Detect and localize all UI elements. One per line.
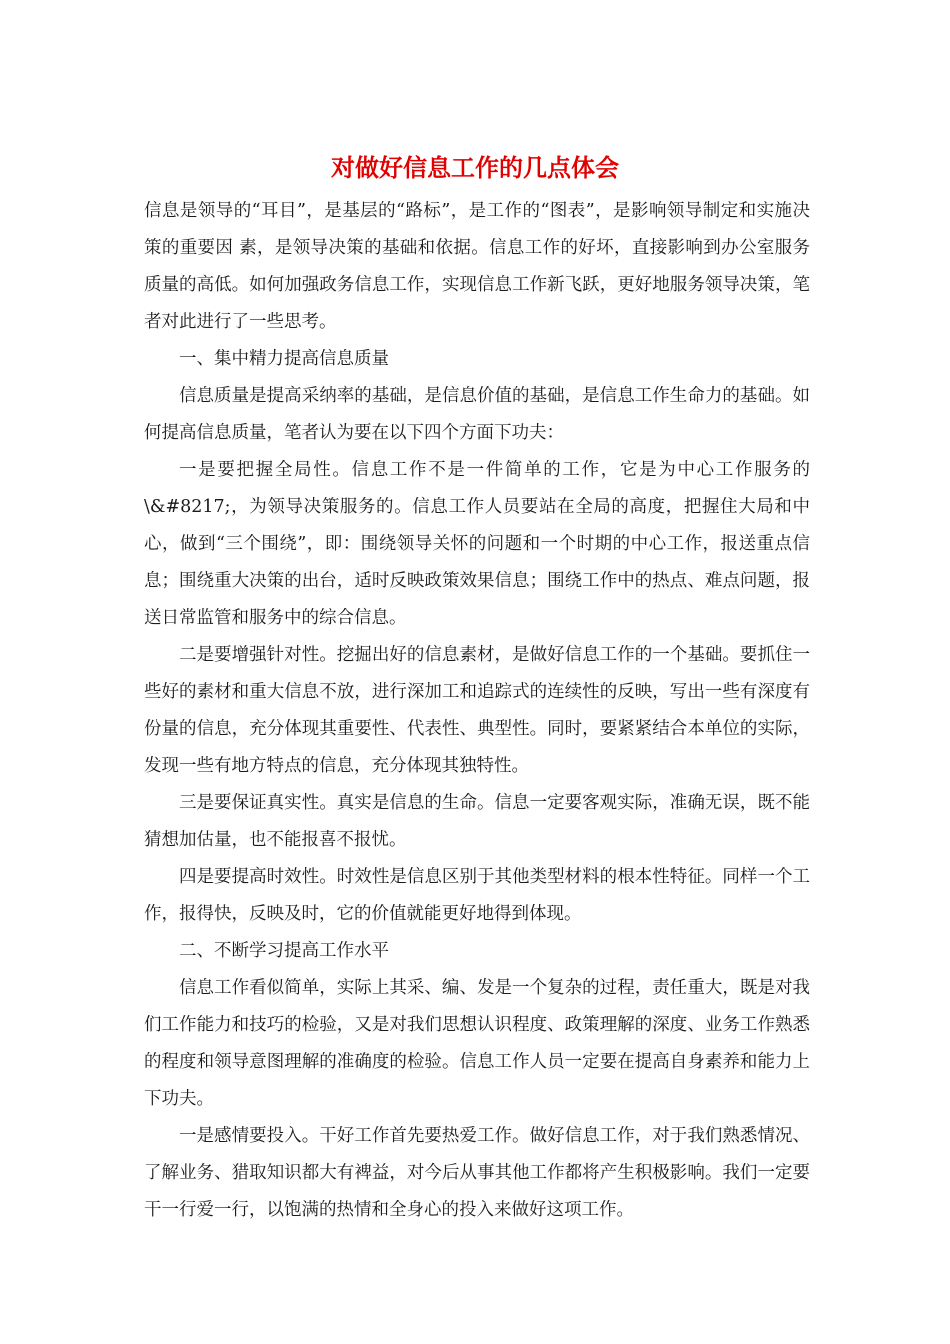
paragraph-intro: 信息是领导的“耳目”，是基层的“路标”，是工作的“图表”，是影响领导制定和实施决策的重要因 素，是领导决策的基础和依据。信息工作的好坏，直接影响到办公室服务质量的高低。如何加强政务信息工作，实现信息工作新飞跃，更好地服务领导决策，笔者对此进行了一些思考。 — [144, 201, 810, 332]
paragraph: 一是要把握全局性。信息工作不是一件简单的工作，它是为中心工作服务的\&#8217;，为领导决策服务的。信息工作人员要站在全局的高度，把握住大局和中心，做到“三个围绕”，即：围绕领导关怀的问题和一个时期的中心工作，报送重点信息；围绕重大决策的出台，适时反映政策效果信息；围绕工作中的热点、难点问题，报送日常监管和服务中的综合信息。 — [144, 460, 810, 628]
paragraph: 四是要提高时效性。时效性是信息区别于其他类型材料的根本性特征。同样一个工作，报得快，反映及时，它的价值就能更好地得到体现。 — [144, 867, 810, 924]
section-heading-1: 一、集中精力提高信息质量 — [179, 349, 389, 369]
section-heading-2: 二、不断学习提高工作水平 — [179, 941, 389, 961]
paragraph: 二是要增强针对性。挖掘出好的信息素材，是做好信息工作的一个基础。要抓住一些好的素材和重大信息不放，进行深加工和追踪式的连续性的反映，写出一些有深度有份量的信息，充分体现其重要性、代表性、典型性。同时，要紧紧结合本单位的实际，发现一些有地方特点的信息，充分体现其独特性。 — [144, 645, 810, 776]
paragraph: 三是要保证真实性。真实是信息的生命。信息一定要客观实际，准确无误，既不能猜想加估量，也不能报喜不报忧。 — [144, 793, 810, 850]
paragraph: 一是感情要投入。干好工作首先要热爱工作。做好信息工作，对于我们熟悉情况、了解业务、猎取知识都大有裨益，对今后从事其他工作都将产生积极影响。我们一定要干一行爱一行，以饱满的热情和全身心的投入来做好这项工作。 — [144, 1126, 810, 1220]
document-title: 对做好信息工作的几点体会 — [331, 153, 619, 182]
paragraph: 信息工作看似简单，实际上其采、编、发是一个复杂的过程，责任重大，既是对我们工作能力和技巧的检验，又是对我们思想认识程度、政策理解的深度、业务工作熟悉的程度和领导意图理解的准确度的检验。信息工作人员一定要在提高自身素养和能力上下功夫。 — [144, 978, 810, 1109]
document-body — [144, 193, 810, 1229]
paragraph: 信息质量是提高采纳率的基础，是信息价值的基础，是信息工作生命力的基础。如何提高信息质量，笔者认为要在以下四个方面下功夫： — [144, 386, 810, 443]
